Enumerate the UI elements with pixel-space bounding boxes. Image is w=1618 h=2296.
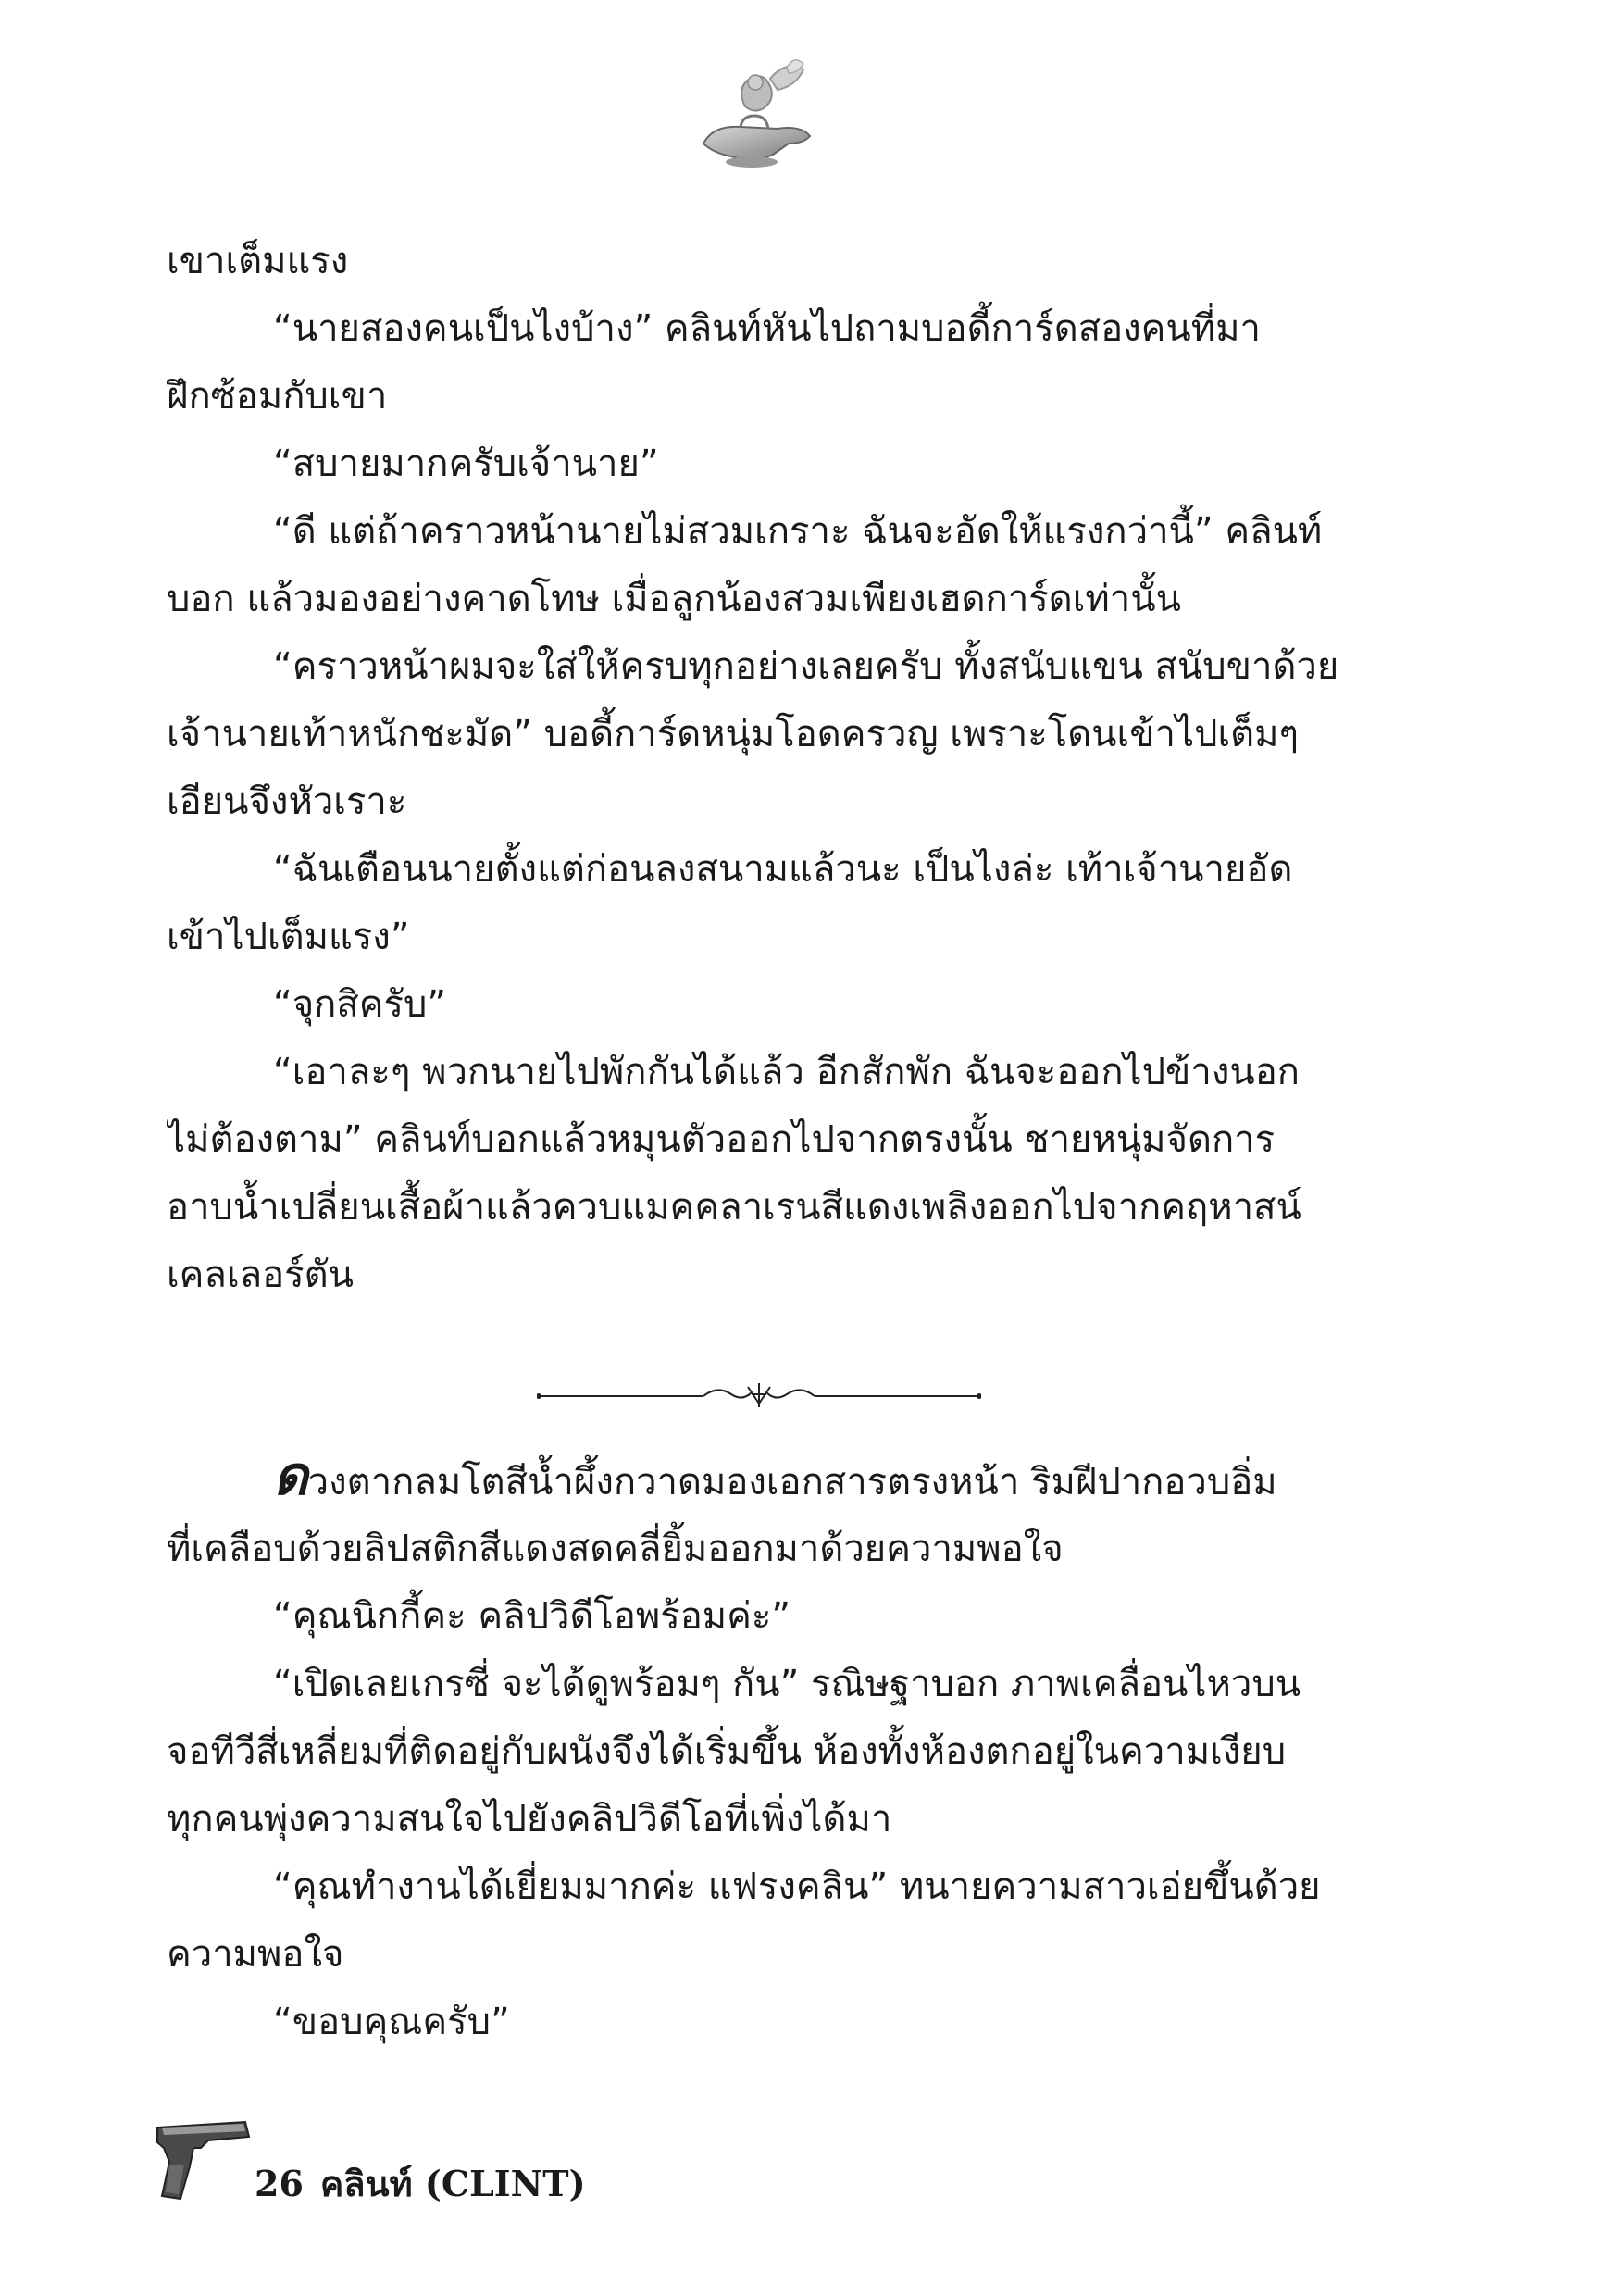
text-line: เคลเลอร์ตัน [167, 1254, 354, 1296]
text-line: “คราวหน้าผมจะใส่ให้ครบทุกอย่างเลยครับ ทั้งสนับแขน สนับขาด้วย [273, 645, 1339, 688]
ornamental-divider-icon [537, 1378, 981, 1415]
drop-cap: ด [273, 1449, 308, 1507]
text-line: “เอาละๆ พวกนายไปพักกันได้แล้ว อีกสักพัก ฉันจะออกไปข้างนอก [273, 1051, 1300, 1093]
lamp-with-cherub-icon [685, 51, 824, 181]
book-title: คลินท์ (CLINT) [319, 2163, 586, 2204]
text-line: “นายสองคนเป็นไงบ้าง” คลินท์หันไปถามบอดี้การ์ดสองคนที่มา [273, 307, 1261, 350]
text-line: ฝึกซ้อมกับเขา [167, 375, 388, 418]
text-line: เอียนจึงหัวเราะ [167, 780, 407, 823]
text-line: บอก แล้วมองอย่างคาดโทษ เมื่อลูกน้องสวมเพียงเฮดการ์ดเท่านั้น [167, 578, 1181, 620]
text-line: ไม่ต้องตาม” คลินท์บอกแล้วหมุนตัวออกไปจากตรงนั้น ชายหนุ่มจัดการ [167, 1118, 1276, 1161]
text-line: “คุณนิกกี้คะ คลิปวิดีโอพร้อมค่ะ” [273, 1595, 791, 1638]
text-line: เจ้านายเท้าหนักชะมัด” บอดี้การ์ดหนุ่มโอดครวญ เพราะโดนเข้าไปเต็มๆ [167, 713, 1300, 755]
text-line: ความพอใจ [167, 1933, 344, 1976]
text-line: “ดี แต่ถ้าคราวหน้านายไม่สวมเกราะ ฉันจะอัดให้แรงกว่านี้” คลินท์ [273, 510, 1323, 553]
text-line: “เปิดเลยเกรซี่ จะได้ดูพร้อมๆ กัน” รณิษฐาบอก ภาพเคลื่อนไหวบน [273, 1663, 1301, 1705]
page-footer [153, 2111, 893, 2213]
pistol-icon [153, 2111, 255, 2203]
text-line: เข้าไปเต็มแรง” [167, 916, 410, 958]
text-line-dropcap [167, 1449, 1370, 1514]
text-line: อาบน้ำเปลี่ยนเสื้อผ้าแล้วควบแมคคลาเรนสีแดงเพลิงออกไปจากคฤหาสน์ [167, 1186, 1301, 1229]
text-line: วงตากลมโตสีน้ำผึ้งกวาดมองเอกสารตรงหน้า ริมฝีปากอวบอิ่ม [307, 1461, 1277, 1504]
text-line: จอทีวีสี่เหลี่ยมที่ติดอยู่กับผนังจึงได้เริ่มขึ้น ห้องทั้งห้องตกอยู่ในความเงียบ [167, 1730, 1287, 1773]
text-line: “สบายมากครับเจ้านาย” [273, 443, 659, 485]
text-line: ทุกคนพุ่งความสนใจไปยังคลิปวิดีโอที่เพิ่งได้มา [167, 1798, 892, 1841]
page-number: 26 [255, 2163, 304, 2204]
text-line: ที่เคลือบด้วยลิปสติกสีแดงสดคลี่ยิ้มออกมาด้วยความพอใจ [167, 1528, 1064, 1570]
text-line: เขาเต็มแรง [167, 240, 349, 282]
text-line: “ขอบคุณครับ” [273, 2001, 510, 2043]
footer-text [255, 2155, 603, 2212]
text-line: “ฉันเตือนนายตั้งแต่ก่อนลงสนามแล้วนะ เป็นไงล่ะ เท้าเจ้านายอัด [273, 848, 1293, 891]
text-line: “จุกสิครับ” [273, 983, 447, 1026]
text-line: “คุณทำงานได้เยี่ยมมากค่ะ แฟรงคลิน” ทนายความสาวเอ่ยขึ้นด้วย [273, 1866, 1321, 1908]
